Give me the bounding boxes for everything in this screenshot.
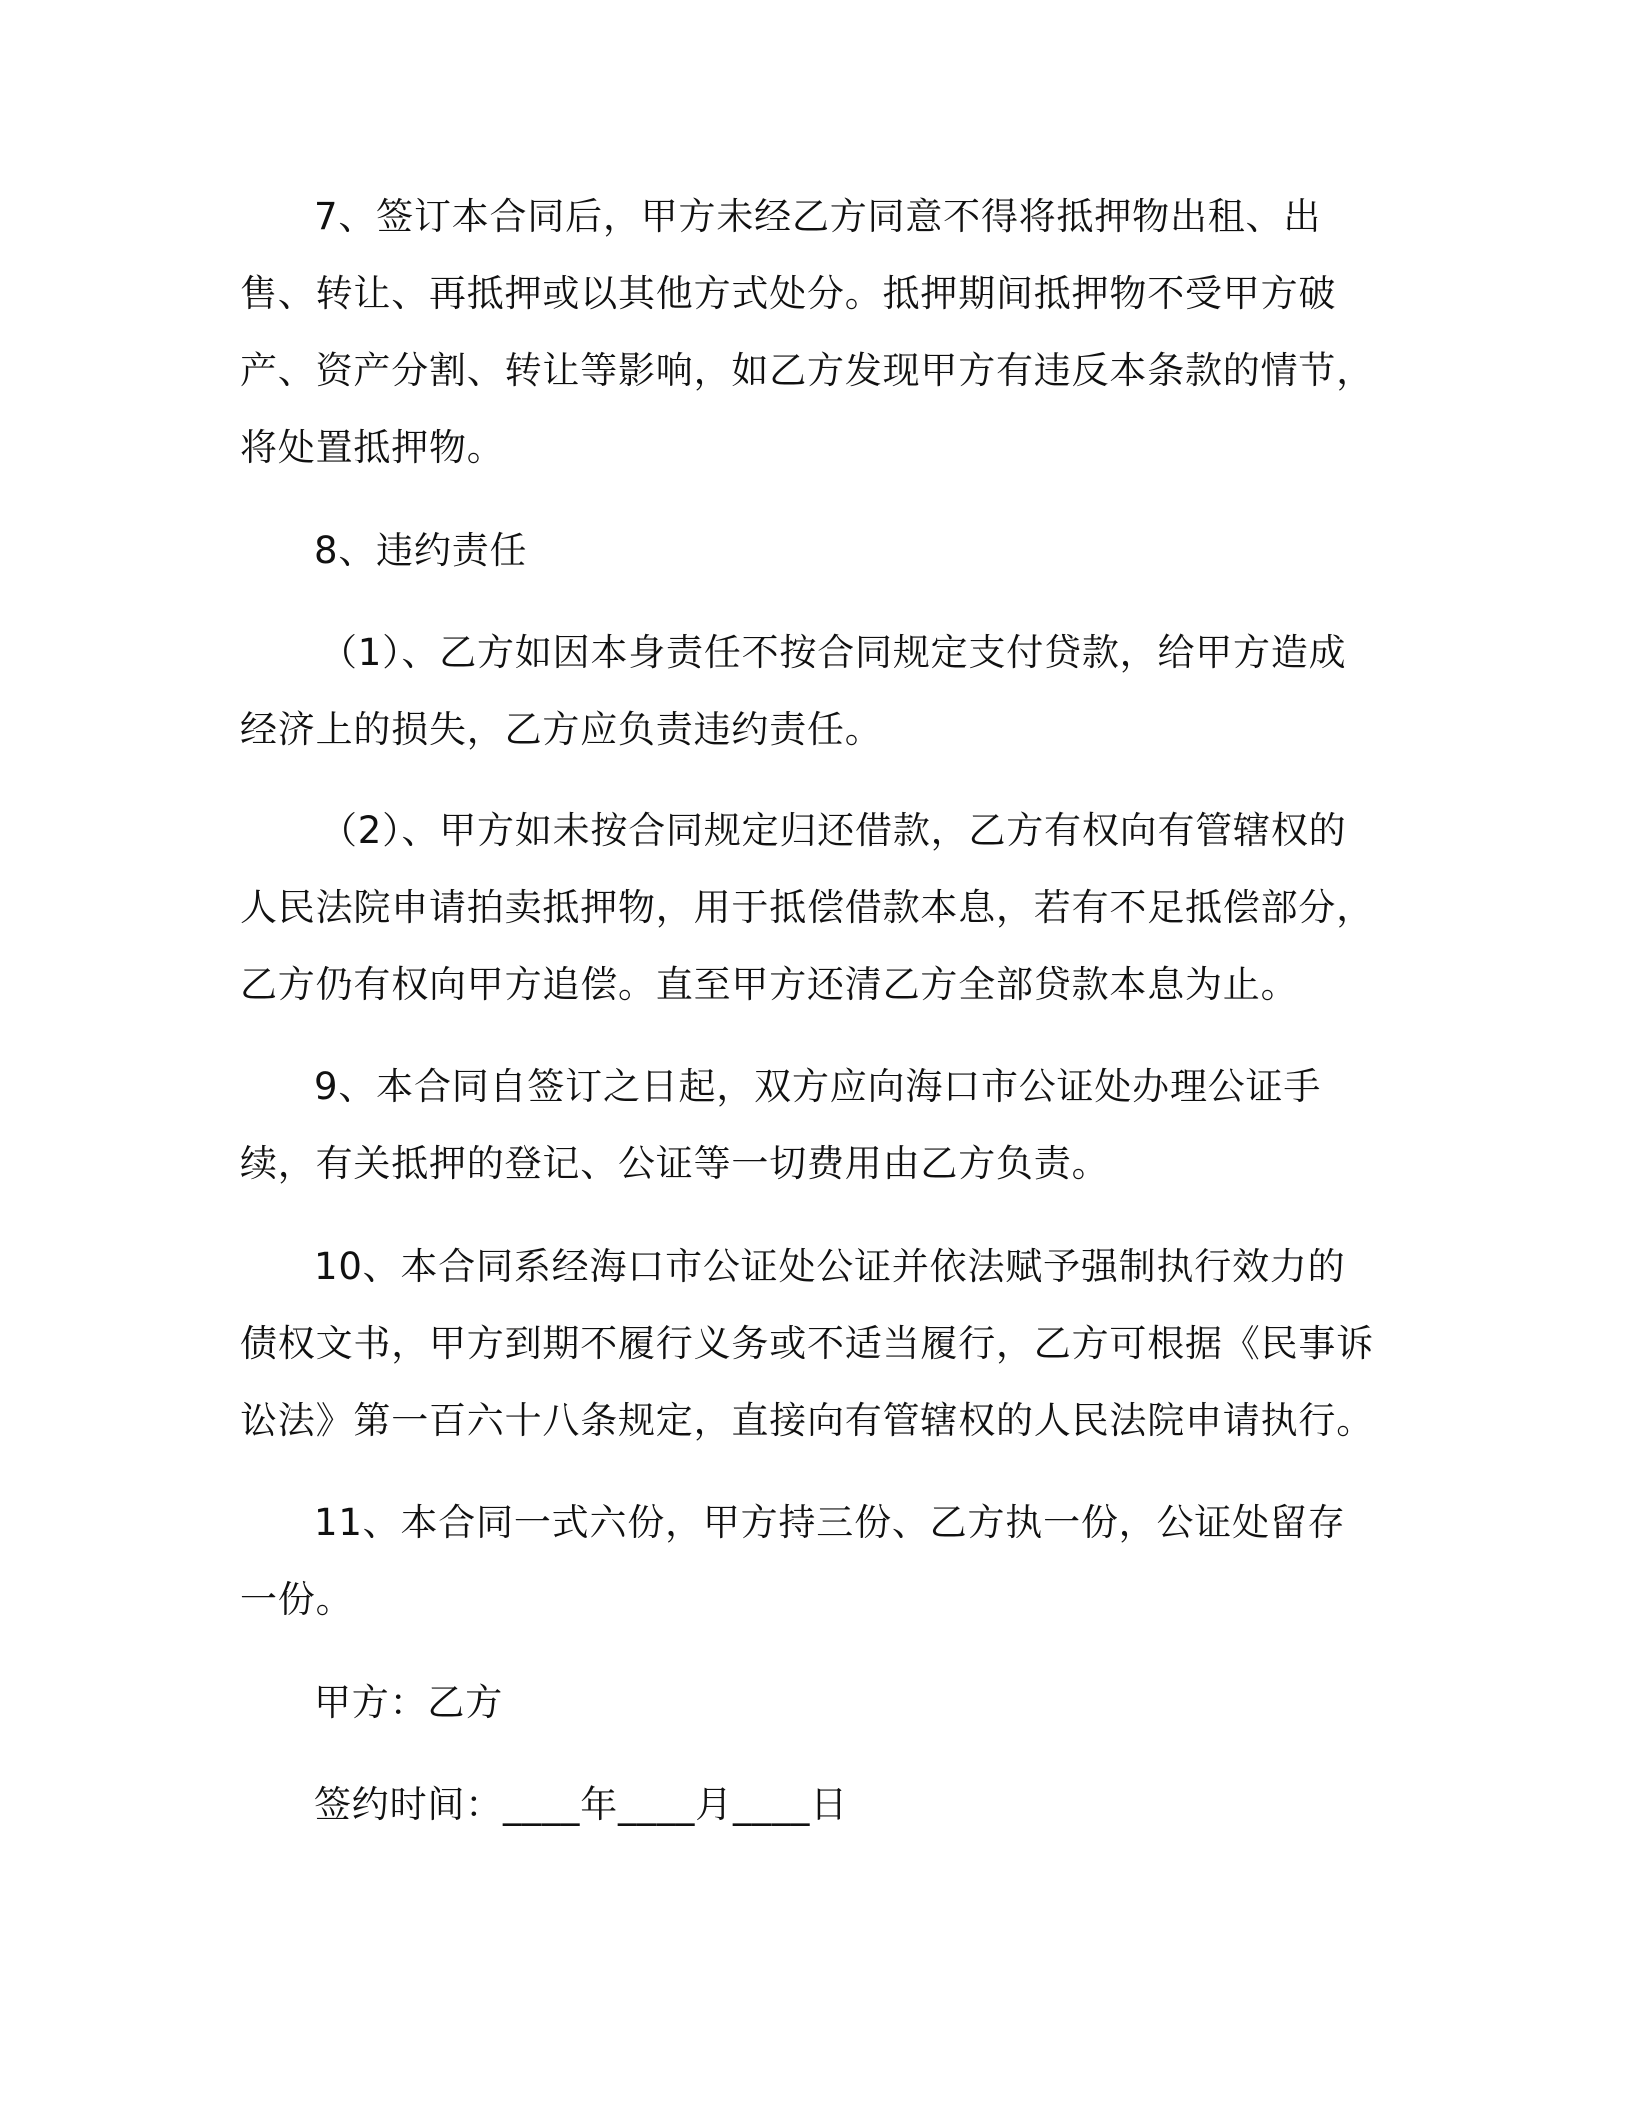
clause-10: 10、本合同系经海口市公证处公证并依法赋予强制执行效力的债权文书，甲方到期不履行义务或不适当履行，乙方可根据《民事诉讼法》第一百六十八条规定，直接向有管辖权的人民法院申请执行。: [240, 1245, 1374, 1442]
clause-9: 9、本合同自签订之日起，双方应向海口市公证处办理公证手续，有关抵押的登记、公证等一切费用由乙方负责。: [240, 1065, 1322, 1185]
parties-line: 甲方：乙方: [314, 1681, 503, 1724]
clause-8-item-2: （2）、甲方如未按合同规定归还借款，乙方有权向有管辖权的人民法院申请拍卖抵押物，用于抵偿借款本息，若有不足抵偿部分，乙方仍有权向甲方追偿。直至甲方还清乙方全部贷款本息为止。: [240, 809, 1374, 1006]
clause-7: 7、签订本合同后，甲方未经乙方同意不得将抵押物出租、出售、转让、再抵押或以其他方式处分。抵押期间抵押物不受甲方破产、资产分割、转让等影响，如乙方发现甲方有违反本条款的情节，将处置抵押物。: [240, 195, 1374, 469]
clause-8-item-1: （1）、乙方如因本身责任不按合同规定支付贷款，给甲方造成经济上的损失，乙方应负责违约责任。: [240, 631, 1347, 751]
clause-11: 11、本合同一式六份，甲方持三份、乙方执一份，公证处留存一份。: [240, 1501, 1346, 1621]
clause-8-heading: 8、违约责任: [314, 529, 528, 572]
signing-time-line: 签约时间：____年____月____日: [314, 1783, 848, 1826]
